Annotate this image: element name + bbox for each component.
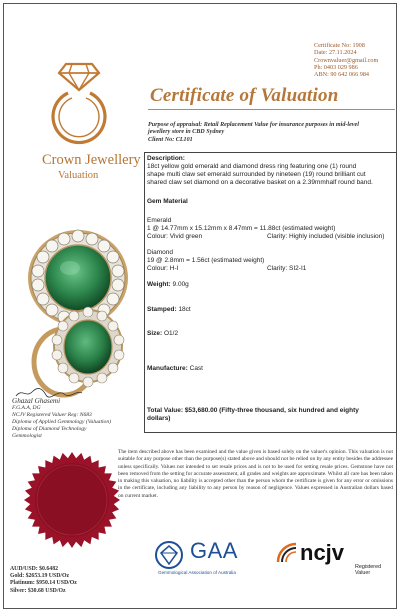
emerald-name: Emerald bbox=[147, 217, 172, 224]
certificate-number: Certificate No: 1908 bbox=[314, 42, 365, 49]
ring-side-view-image bbox=[24, 300, 128, 400]
diamond-name: Diamond bbox=[147, 249, 174, 256]
size-row bbox=[147, 330, 178, 338]
ncjv-sub-1: Registered bbox=[355, 564, 382, 570]
gaa-name: GAA bbox=[190, 538, 238, 563]
manufacture-value: Cast bbox=[189, 365, 203, 372]
gaa-subtitle: Gemmological Association of Australia bbox=[158, 570, 236, 575]
metal-rates bbox=[10, 566, 130, 595]
description-line-3: shared claw set diamond on a decorative basket on a 2.39mmhalf round band. bbox=[147, 179, 373, 186]
valuer-credential-1: F.G.A.A, DG bbox=[12, 405, 41, 412]
rate-platinum: Platinum: $950.14 USD/Oz bbox=[10, 580, 77, 587]
weight-value: 9.00g bbox=[172, 281, 189, 288]
valuer-credential-5: Gemmologist bbox=[12, 433, 42, 440]
description-label: Description: bbox=[147, 155, 185, 162]
brand-subtitle: Valuation bbox=[58, 170, 99, 181]
abn-number: ABN: 90 642 066 984 bbox=[314, 71, 370, 79]
description-line-2: shape multi claw set emerald surrounded by nineteen (19) round brilliant cut bbox=[147, 171, 366, 178]
stamped-value: 18ct bbox=[178, 306, 191, 313]
ring-with-gem-icon bbox=[44, 60, 114, 152]
total-amount-line-2: dollars) bbox=[147, 414, 171, 422]
ncjv-logo-icon bbox=[274, 540, 300, 566]
client-number: Client No: CL101 bbox=[148, 136, 193, 143]
valuer-credential-3: Diploma of Applied Gemmology (Valuation) bbox=[12, 419, 112, 426]
rate-aud-usd: AUD/USD: $0.6482 bbox=[10, 566, 58, 572]
diamond-measurement: 19 @ 2.8mm = 1.56ct (estimated weight) bbox=[147, 257, 265, 264]
contact-email: Crownvaluer@gmail.com bbox=[314, 56, 379, 64]
purpose-line-1: Purpose of appraisal: Retail Replacement Value for insurance purposes in mid-level bbox=[148, 122, 359, 128]
total-value bbox=[147, 407, 359, 422]
rate-gold: Gold: $2653.19 USD/Oz bbox=[10, 573, 70, 580]
certificate-meta bbox=[314, 42, 398, 78]
ncjv-name: ncjv bbox=[300, 540, 345, 565]
total-label: Total Value: bbox=[147, 407, 183, 414]
details-box bbox=[144, 152, 397, 433]
title-divider bbox=[148, 109, 395, 110]
stamped-row bbox=[147, 306, 191, 314]
ncjv-sub-2: Valuer bbox=[355, 570, 371, 576]
ncjv-subtitle bbox=[355, 564, 381, 576]
description-line-1: 18ct yellow gold emerald and diamond dress ring featuring one (1) round bbox=[147, 163, 357, 170]
emerald-colour: Colour: Vivid green bbox=[147, 233, 203, 240]
valuer-credential-2: NCJV Registered Valuer Reg: N683 bbox=[12, 412, 92, 419]
disclaimer-text: The item described above has been examined and the value given is based solely on the valuer's opinion. This valuation is not suitable for any purpose other than the purpose(s) stated above and should not be relied on by any entity besides the addressee unless specifically. Values not intended to set resale prices and is not to be used for setting resale prices. Gemstone have not been removed from the setting for accurate assessment, all grades and weights are approximate. Whilst all care has been taken in making this valuation, no liability is accepted other than the person whom the certificate is given for any error or omissions in the certificate, including any liability to any person by reason of negligence. Values expressed in Australian dollars based on current market. bbox=[118, 449, 393, 499]
weight-row bbox=[147, 281, 189, 289]
purpose-block bbox=[148, 122, 398, 144]
total-amount-line-1: $53,680.00 (Fifty-three thousand, six hundred and eighty bbox=[184, 407, 359, 414]
gem-material-label: Gem Material bbox=[147, 198, 188, 205]
diamond-colour: Colour: H-I bbox=[147, 265, 179, 272]
contact-phone: Ph: 0403 029 986 bbox=[314, 63, 358, 71]
diamond-clarity: Clarity: SI2-I1 bbox=[267, 265, 307, 272]
red-seal-icon bbox=[22, 450, 122, 550]
weight-label: Weight: bbox=[147, 281, 171, 288]
manufacture-row bbox=[147, 365, 203, 373]
size-value: O1/2 bbox=[163, 330, 179, 337]
valuer-credential-4: Diploma of Diamond Technology bbox=[12, 426, 87, 433]
emerald-clarity: Clarity: Highly included (visible inclusion) bbox=[267, 233, 385, 240]
valuer-name: Ghazal Ghasemi bbox=[12, 397, 61, 405]
gaa-logo-icon bbox=[154, 540, 184, 570]
valuer-block bbox=[12, 398, 140, 441]
purpose-line-2: jewellery store in CBD Sydney bbox=[148, 129, 225, 136]
size-label: Size: bbox=[147, 330, 163, 337]
manufacture-label: Manufacture: bbox=[147, 365, 188, 372]
brand-name: Crown Jewellery bbox=[42, 152, 141, 168]
emerald-measurement: 1 @ 14.77mm x 15.12mm x 8.47mm = 11.88ct (estimated weight) bbox=[147, 225, 336, 232]
stamped-label: Stamped: bbox=[147, 306, 177, 313]
certificate-date: Date: 27.11.2024 bbox=[314, 49, 357, 57]
rate-silver: Silver: $30.68 USD/Oz bbox=[10, 587, 66, 594]
page-title: Certificate of Valuation bbox=[150, 85, 339, 106]
